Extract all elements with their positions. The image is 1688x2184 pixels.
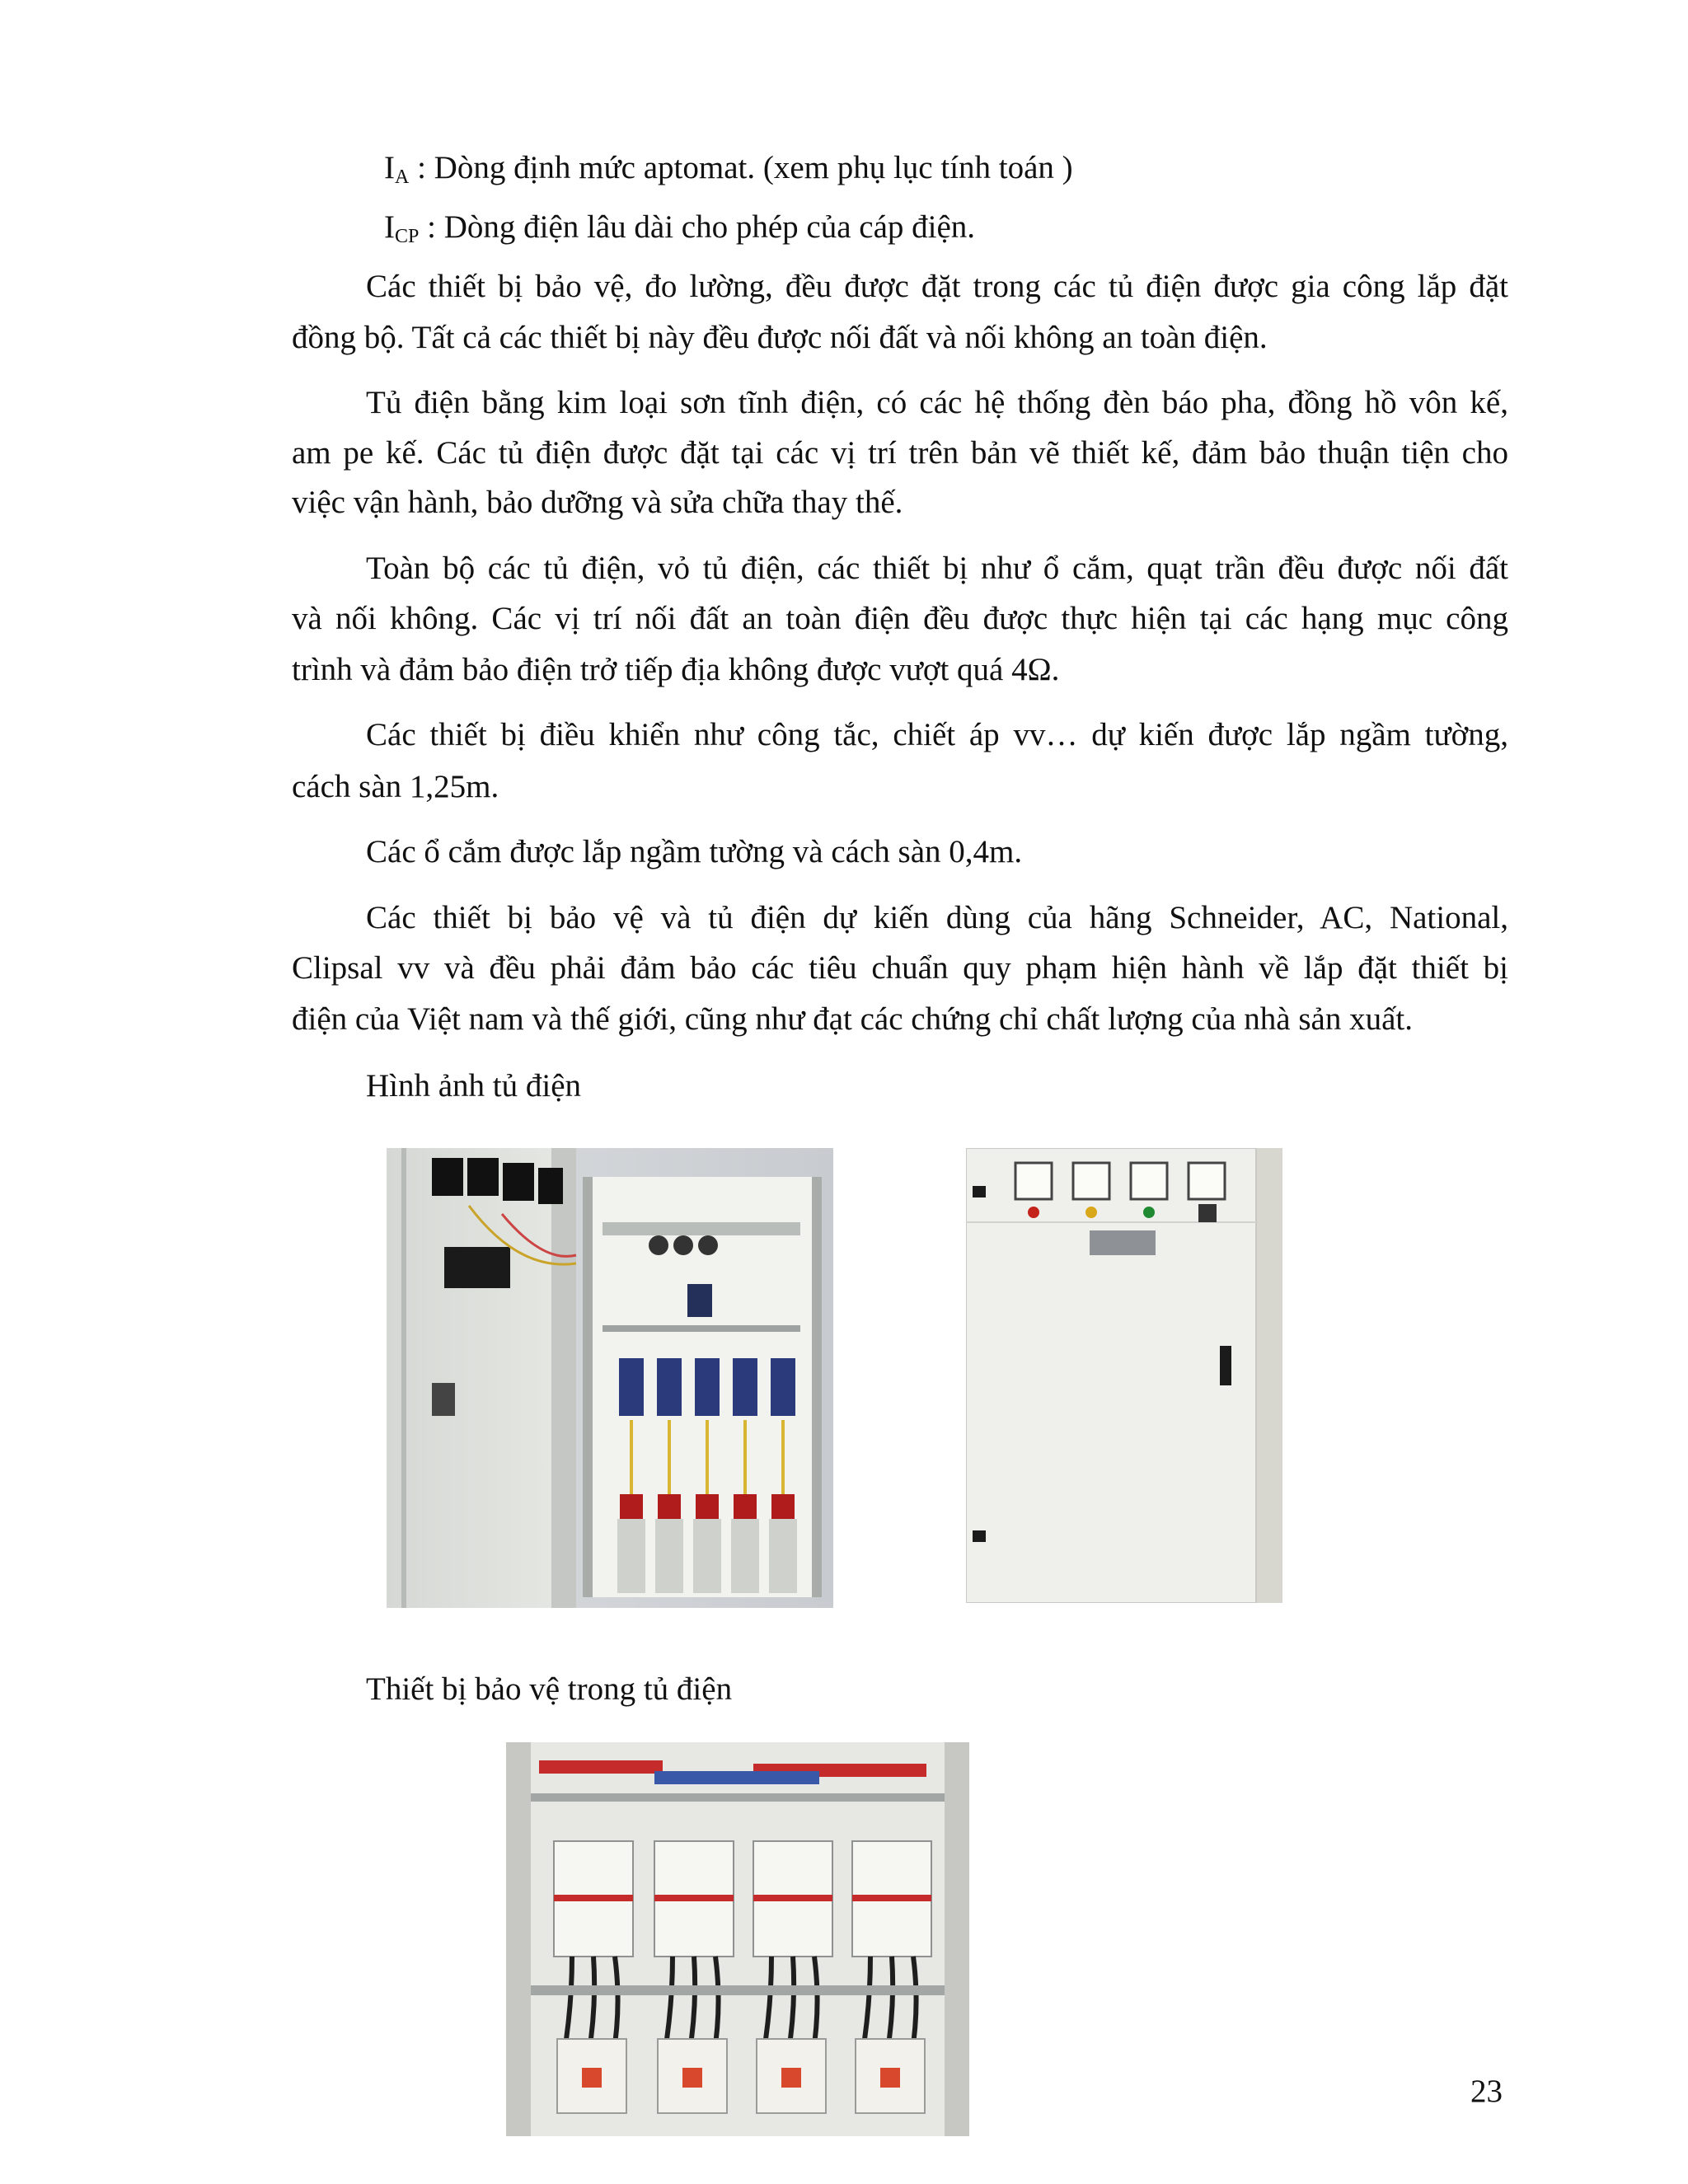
paragraph-line: am pe kế. Các tủ điện được đặt tại các vị trí trên bản vẽ thiết kế, đảm bảo thuận tiện cho bbox=[292, 435, 1508, 471]
definition-ia: $I_A$ : Dòng định mức aptomat. (xem phụ lục tính toán ) bbox=[384, 150, 1073, 188]
page-number: 23 bbox=[1470, 2074, 1503, 2109]
paragraph-line: Toàn bộ các tủ điện, vỏ tủ điện, các thiết bị như ổ cắm, quạt trần đều được nối đất bbox=[366, 551, 1508, 586]
definition-icp: $I_{CP}$ : Dòng điện lâu dài cho phép của cáp điện. bbox=[384, 209, 976, 247]
paragraph-line: đồng bộ. Tất cả các thiết bị này đều được nối đất và nối không an toàn điện. bbox=[292, 320, 1268, 355]
paragraph-line: Clipsal vv và đều phải đảm bảo các tiêu chuẩn quy phạm hiện hành về lắp đặt thiết bị bbox=[292, 950, 1508, 986]
open-cabinet-photo bbox=[387, 1148, 833, 1608]
protection-devices-photo bbox=[506, 1742, 969, 2136]
paragraph-line: Các thiết bị điều khiển như công tắc, chiết áp vv… dự kiến được lắp ngầm tường, bbox=[366, 717, 1508, 752]
paragraph-line: việc vận hành, bảo dưỡng và sửa chữa thay thế. bbox=[292, 485, 903, 520]
paragraph-line: Các thiết bị bảo vệ và tủ điện dự kiến dùng của hãng Schneider, AC, National, bbox=[366, 900, 1508, 935]
paragraph-line: Tủ điện bằng kim loại sơn tĩnh điện, có các hệ thống đèn báo pha, đồng hồ vôn kế, bbox=[366, 385, 1508, 420]
figure-caption: Thiết bị bảo vệ trong tủ điện bbox=[366, 1671, 733, 1707]
closed-cabinet-photo bbox=[966, 1148, 1282, 1603]
paragraph-line: trình và đảm bảo điện trở tiếp địa không được vượt quá 4Ω. bbox=[292, 652, 1060, 687]
paragraph-line: cách sàn 1,25m. bbox=[292, 769, 499, 804]
paragraph-line: Các thiết bị bảo vệ, đo lường, đều được đặt trong các tủ điện được gia công lắp đặt bbox=[366, 269, 1508, 304]
paragraph-line: Các ổ cắm được lắp ngầm tường và cách sàn 0,4m. bbox=[366, 834, 1023, 869]
paragraph-line: điện của Việt nam và thế giới, cũng như đạt các chứng chỉ chất lượng của nhà sản xuất. bbox=[292, 1001, 1413, 1037]
figure-caption: Hình ảnh tủ điện bbox=[366, 1068, 582, 1104]
paragraph-line: và nối không. Các vị trí nối đất an toàn điện đều được thực hiện tại các hạng mục công bbox=[292, 601, 1508, 636]
